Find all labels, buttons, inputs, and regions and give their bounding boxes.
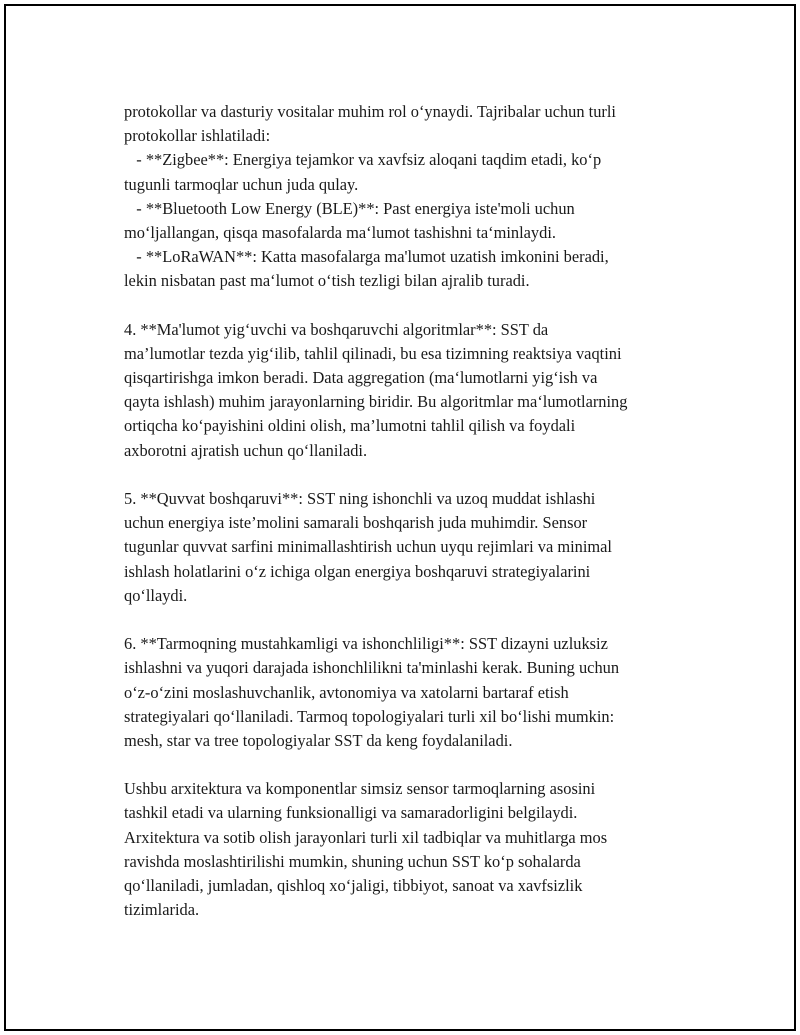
text-line: tugunli tarmoqlar uchun juda qulay. — [124, 174, 359, 194]
list-item-zigbee: - **Zigbee**: Energiya tejamkor va xavfsiz aloqani taqdim etadi, ko‘p — [124, 150, 602, 170]
text-line: mo‘ljallangan, qisqa masofalarda ma‘lumot tashishni ta‘minlaydi. — [124, 222, 556, 242]
text-line: qisqartirishga imkon beradi. Data aggregation (ma‘lumotlarni yig‘ish va — [124, 368, 598, 388]
text-line: protokollar ishlatiladi: — [124, 126, 271, 146]
paragraph-gap — [124, 608, 704, 632]
text-line: Ushbu arxitektura va komponentlar simsiz sensor tarmoqlarning asosini — [124, 779, 596, 799]
page-frame — [4, 4, 796, 1031]
text-line: lekin nisbatan past ma‘lumot o‘tish tezligi bilan ajralib turadi. — [124, 271, 530, 291]
text-line: ortiqcha ko‘payishini oldini olish, ma’lumotni tahlil qilish va foydali — [124, 416, 576, 436]
text-line: o‘z-o‘zini moslashuvchanlik, avtonomiya va xatolarni bartaraf etish — [124, 682, 569, 702]
text-line: qayta ishlash) muhim jarayonlarning biridir. Bu algoritmlar ma‘lumotlarning — [124, 392, 628, 412]
text-line: ma’lumotlar tezda yig‘ilib, tahlil qilinadi, bu esa tizimning reaktsiya vaqtini — [124, 343, 622, 363]
text-line: mesh, star va tree topologiyalar SST da keng foydalaniladi. — [124, 730, 513, 750]
text-line: ravishda moslashtirilishi mumkin, shuning uchun SST ko‘p sohalarda — [124, 851, 581, 871]
paragraph-conclusion — [124, 777, 704, 922]
text-line: axborotni ajratish uchun qo‘llaniladi. — [124, 440, 368, 460]
text-line: qo‘llaydi. — [124, 585, 188, 605]
text-line: ishlash holatlarini o‘z ichiga olgan energiya boshqaruvi strategiyalarini — [124, 561, 591, 581]
text-line: tizimlarida. — [124, 900, 200, 920]
text-line: qo‘llaniladi, jumladan, qishloq xo‘jaligi, tibbiyot, sanoat va xavfsizlik — [124, 876, 583, 895]
text-line: 6. **Tarmoqning mustahkamligi va ishonchliligi**: SST dizayni uzluksiz — [124, 634, 608, 654]
text-line: ishlashni va yuqori darajada ishonchlilikni ta'minlashi kerak. Buning uchun — [124, 658, 620, 678]
text-line: tugunlar quvvat sarfini minimallashtirish uchun uyqu rejimlari va minimal — [124, 537, 612, 557]
document-body — [124, 100, 704, 922]
paragraph-protocols — [124, 100, 704, 294]
paragraph-network-reliability — [124, 632, 704, 753]
text-line: protokollar va dasturiy vositalar muhim rol o‘ynaydi. Tajribalar uchun turli — [124, 102, 616, 121]
paragraph-algorithms — [124, 318, 704, 463]
paragraph-gap — [124, 753, 704, 777]
paragraph-gap — [124, 294, 704, 318]
list-item-lorawan: - **LoRaWAN**: Katta masofalarga ma'lumot uzatish imkonini beradi, — [124, 247, 609, 267]
text-line: Arxitektura va sotib olish jarayonlari turli xil tadbiqlar va muhitlarga mos — [124, 827, 608, 847]
list-item-ble: - **Bluetooth Low Energy (BLE)**: Past energiya iste'moli uchun — [124, 198, 575, 218]
text-line: 4. **Ma'lumot yig‘uvchi va boshqaruvchi algoritmlar**: SST da — [124, 319, 549, 339]
text-line: strategiyalari qo‘llaniladi. Tarmoq topologiyalari turli xil bo‘lishi mumkin: — [124, 706, 615, 726]
paragraph-gap — [124, 463, 704, 487]
paragraph-power-management — [124, 487, 704, 608]
text-line: tashkil etadi va ularning funksionalligi va samaradorligini belgilaydi. — [124, 803, 578, 823]
text-line: uchun energiya iste’molini samarali boshqarish juda muhimdir. Sensor — [124, 513, 588, 533]
text-line: 5. **Quvvat boshqaruvi**: SST ning ishonchli va uzoq muddat ishlashi — [124, 489, 596, 508]
